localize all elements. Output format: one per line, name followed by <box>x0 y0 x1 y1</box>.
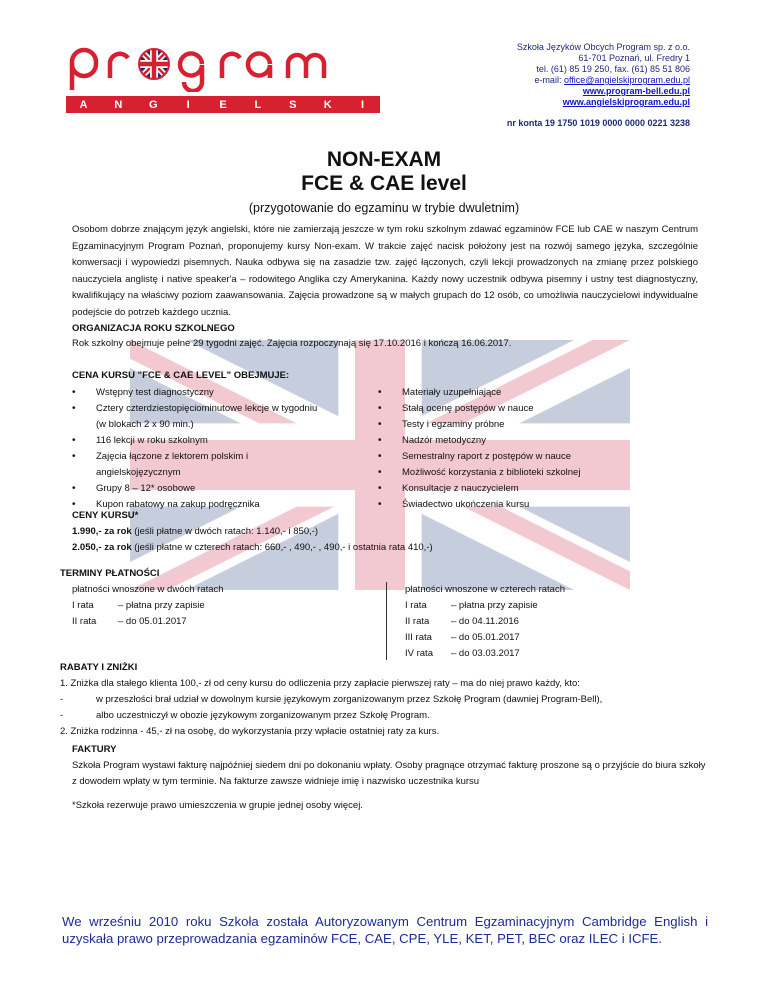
section-text: Szkoła Program wystawi fakturę najpóźniej siedem dni po dokonaniu wpłaty. Osoby pragnące otrzymać fakturę proszone są o przyjście do biura szkoły z dowodem wpłaty w tym terminie. Na fakturze zawsze widnieje imię i nazwisko uczestnika kursu <box>72 760 706 787</box>
logo-letter: N <box>114 98 123 111</box>
section-faktury <box>72 742 712 790</box>
list-item: • Cztery czterdziestopięciominutowe lekcje w tygodniu (w blokach 2 x 90 min.) <box>72 401 322 433</box>
page-title: NON-EXAM <box>326 148 442 171</box>
price-amount: 2.050,- za rok <box>72 542 132 553</box>
payment-row <box>72 614 372 630</box>
list-item: • Grupy 8 – 12* osobowe <box>72 481 322 497</box>
logo-letter: I <box>186 98 190 111</box>
column-divider <box>386 582 387 660</box>
installment-label: IV rata <box>405 648 433 659</box>
installment-date: – do 04.11.2016 <box>451 616 519 627</box>
list-item: • Semestralny raport z postępów w nauce <box>378 449 698 465</box>
included-list-left <box>72 385 322 513</box>
section-heading: CENA KURSU "FCE & CAE LEVEL" OBEJMUJE: <box>72 370 290 381</box>
section-rabaty <box>60 660 700 740</box>
contact-email-row <box>517 75 690 86</box>
logo-letter: A <box>79 98 88 111</box>
section-heading: RABATY I ZNIŻKI <box>60 662 138 673</box>
installment-label: I rata <box>72 600 94 611</box>
list-item: • Możliwość korzystania z biblioteki szkolnej <box>378 465 698 481</box>
logo-letter: G <box>148 98 158 111</box>
list-item: • Testy i egzaminy próbne <box>378 417 698 433</box>
title-block <box>0 148 768 215</box>
logo-letter: L <box>254 98 262 111</box>
price-line-1 <box>72 524 712 540</box>
payment-title: płatności wnoszone w czterech ratach <box>405 584 565 595</box>
installment-date: – do 05.01.2017 <box>451 632 520 643</box>
payment-row <box>405 598 705 614</box>
logo-bar <box>66 96 380 113</box>
list-item: • 116 lekcji w roku szkolnym <box>72 433 322 449</box>
logo-letter: S <box>289 98 297 111</box>
payment-row <box>405 614 705 630</box>
website-link-bell[interactable]: www.program-bell.edu.pl <box>582 86 690 96</box>
condition-text: albo uczestniczył w obozie językowym zorganizowanym przez Szkołę Program. <box>96 710 430 721</box>
logo-letter: I <box>361 98 365 111</box>
intro-paragraph: Osobom dobrze znającym język angielski, które nie zamierzają jeszcze w tym roku szkolnym zdawać egzaminów FCE lub CAE w naszym Centrum Egzaminacyjnym Program Poznań, proponujemy kursy Non-exam. W trakcie zajęć nacisk położony jest na rozwój samego języka, szczególnie konwersacji i wypowiedzi pisemnych. Nauka odbywa się na zasadzie tzw. zajęć łączonych, czyli lekcji prowadzonych na zmianę przez polskiego nauczyciela anglistę i native speaker'a – rodowitego Anglika czy Amerykanina. Każdy nowy uczestnik odbywa pisemny i ustny test diagnostyczny, kwalifikujący na właściwy poziom zaawansowania. Zajęcia prowadzone są w małych grupach do 12 osób, co umożliwia nauczycielowi indywidualne podejście do potrzeb każdego ucznia. <box>72 224 698 318</box>
email-link[interactable]: office@angielskiprogram.edu.pl <box>563 75 690 85</box>
list-item: • Kupon rabatowy na zakup podręcznika <box>72 497 322 513</box>
installment-label: II rata <box>72 616 97 627</box>
contact-company: Szkoła Języków Obcych Program sp. z o.o. <box>516 42 690 52</box>
logo-letter: K <box>323 98 332 111</box>
footnote: *Szkoła rezerwuje prawo umieszczenia w grupie jednej osoby więcej. <box>72 800 363 811</box>
list-item: • Nadzór metodyczny <box>378 433 698 449</box>
list-item: • Wstępny test diagnostyczny <box>72 385 322 401</box>
discount-item-1: 1. Zniżka dla stałego klienta 100,- zł od ceny kursu do odliczenia przy zapłacie pierwszej raty – ma do niej prawo każdy, kto: <box>60 678 580 689</box>
installment-date: – płatna przy zapisie <box>118 600 205 611</box>
bank-account: nr konta 19 1750 1019 0000 0000 0221 3238 <box>506 118 690 128</box>
contact-address: 61-701 Poznań, ul. Fredry 1 <box>578 53 690 63</box>
list-item: • Konsultacje z nauczycielem <box>378 481 698 497</box>
price-line-2 <box>72 540 712 556</box>
page-subtitle: (przygotowanie do egzaminu w trybie dwuletnim) <box>248 201 520 215</box>
dash: - <box>60 710 64 721</box>
section-obejmuje <box>72 370 712 510</box>
list-item: • Świadectwo ukończenia kursu <box>378 497 698 513</box>
installment-date: – płatna przy zapisie <box>451 600 538 611</box>
contact-phone: tel. (61) 85 19 250, fax. (61) 85 51 806 <box>536 64 690 74</box>
installment-label: II rata <box>405 616 430 627</box>
payment-row <box>72 598 372 614</box>
email-label: e-mail: <box>534 75 564 85</box>
installment-date: – do 05.01.2017 <box>118 616 187 627</box>
list-item: • Materiały uzupełniające <box>378 385 698 401</box>
contact-block <box>517 42 690 108</box>
page-title-level: FCE & CAE level <box>301 172 467 195</box>
payment-title: płatności wnoszone w dwóch ratach <box>72 584 224 595</box>
section-heading: CENY KURSU* <box>72 510 139 521</box>
price-amount: 1.990,- za rok <box>72 526 132 537</box>
list-item: • Stałą ocenę postępów w nauce <box>378 401 698 417</box>
price-detail: (jeśli płatne w czterech ratach: 660,- , 490,- , 490,- i ostatnia rata 410,-) <box>131 542 433 553</box>
payment-row <box>405 630 705 646</box>
discount-item-2: 2. Zniżka rodzinna - 45,- zł na osobę, do wykorzystania przy wpłacie ostatniej raty za kurs. <box>60 726 440 737</box>
section-organizacja <box>72 323 712 352</box>
section-text: Rok szkolny obejmuje pełne 29 tygodni zajęć. Zajęcia rozpoczynają się 17.10.2016 i kończą 16.06.2017. <box>72 338 512 349</box>
price-detail: (jeśli płatne w dwóch ratach: 1.140,- i 850,-) <box>131 526 319 537</box>
payment-two-installments <box>72 582 372 630</box>
section-terminy <box>60 566 710 659</box>
section-heading: ORGANIZACJA ROKU SZKOLNEGO <box>72 323 235 334</box>
installment-label: I rata <box>405 600 427 611</box>
discount-condition <box>60 692 700 708</box>
condition-text: w przeszłości brał udział w dowolnym kursie językowym zorganizowanym przez Szkołę Program (dawniej Program-Bell), <box>96 694 603 705</box>
list-item: • Zajęcia łączone z lektorem polskim i angielskojęzycznym <box>72 449 322 481</box>
section-ceny <box>72 508 712 556</box>
footer-statement: We wrześniu 2010 roku Szkoła została Autoryzowanym Centrum Egzaminacyjnym Cambridge English i uzyskała prawo przeprowadzania egzaminów FCE, CAE, CPE, YLE, KET, PET, BEC oraz ILEC i ICFE. <box>62 914 708 946</box>
website-link-angielski[interactable]: www.angielskiprogram.edu.pl <box>562 97 690 107</box>
installment-label: III rata <box>405 632 432 643</box>
discount-condition <box>60 708 700 724</box>
installment-date: – do 03.03.2017 <box>451 648 520 659</box>
included-list-right <box>378 385 698 513</box>
section-heading: TERMINY PŁATNOŚCI <box>60 568 160 579</box>
program-logo <box>66 46 380 114</box>
logo-wordmark <box>66 46 380 92</box>
dash: - <box>60 694 64 705</box>
payment-four-installments <box>405 582 705 662</box>
section-heading: FAKTURY <box>72 744 117 755</box>
logo-letter: E <box>219 98 227 111</box>
